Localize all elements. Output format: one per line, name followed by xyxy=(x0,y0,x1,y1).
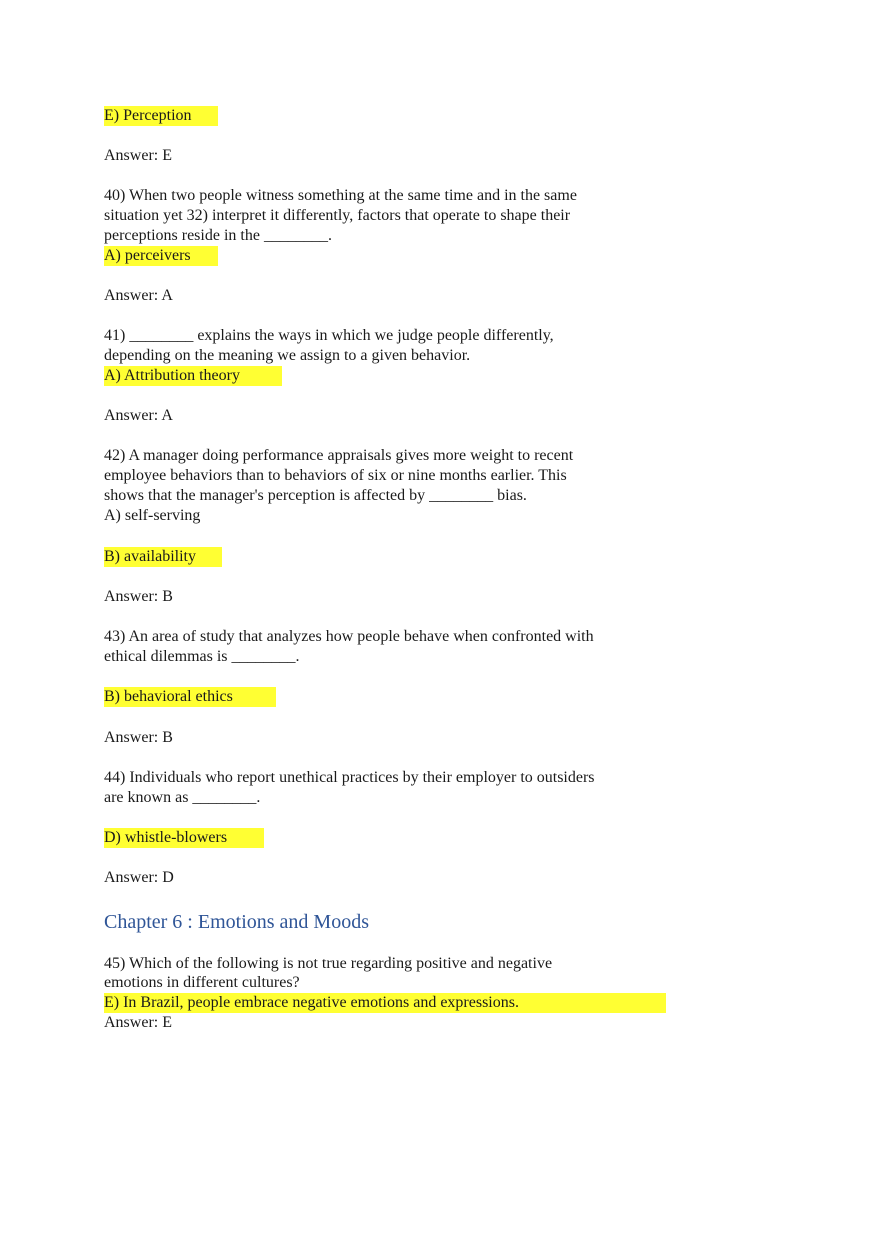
chapter-heading: Chapter 6 : Emotions and Moods xyxy=(104,911,369,933)
question-text: emotions in different cultures? xyxy=(104,974,300,991)
question-text: 42) A manager doing performance appraisals gives more weight to recent xyxy=(104,447,574,464)
answer-choice-highlighted: E) In Brazil, people embrace negative emotions and expressions. xyxy=(104,993,666,1013)
answer-choice-highlighted: B) behavioral ethics xyxy=(104,687,276,707)
question-text: 41) ________ explains the ways in which we judge people differently, xyxy=(104,327,554,344)
answer-choice-highlighted: E) Perception xyxy=(104,106,218,126)
question-text: situation yet 32) interpret it differently, factors that operate to shape their xyxy=(104,207,571,224)
answer-line: Answer: E xyxy=(104,1014,172,1031)
question-text: depending on the meaning we assign to a given behavior. xyxy=(104,347,471,364)
question-text: employee behaviors than to behaviors of six or nine months earlier. This xyxy=(104,467,567,484)
question-text: are known as ________. xyxy=(104,789,261,806)
answer-line: Answer: E xyxy=(104,147,172,164)
question-text: ethical dilemmas is ________. xyxy=(104,648,300,665)
answer-line: Answer: D xyxy=(104,869,174,886)
question-text: shows that the manager's perception is affected by ________ bias. xyxy=(104,487,527,504)
answer-choice-highlighted: A) Attribution theory xyxy=(104,366,282,386)
answer-choice-highlighted: D) whistle-blowers xyxy=(104,828,264,848)
question-text: 45) Which of the following is not true regarding positive and negative xyxy=(104,955,553,972)
answer-choice: A) self-serving xyxy=(104,507,201,524)
question-text: 44) Individuals who report unethical practices by their employer to outsiders xyxy=(104,769,595,786)
question-text: 43) An area of study that analyzes how people behave when confronted with xyxy=(104,628,594,645)
question-text: perceptions reside in the ________. xyxy=(104,227,332,244)
answer-choice-highlighted: A) perceivers xyxy=(104,246,218,266)
answer-line: Answer: A xyxy=(104,287,173,304)
question-text: 40) When two people witness something at the same time and in the same xyxy=(104,187,577,204)
answer-choice-highlighted: B) availability xyxy=(104,547,222,567)
answer-line: Answer: B xyxy=(104,588,173,605)
answer-line: Answer: B xyxy=(104,729,173,746)
answer-line: Answer: A xyxy=(104,407,173,424)
